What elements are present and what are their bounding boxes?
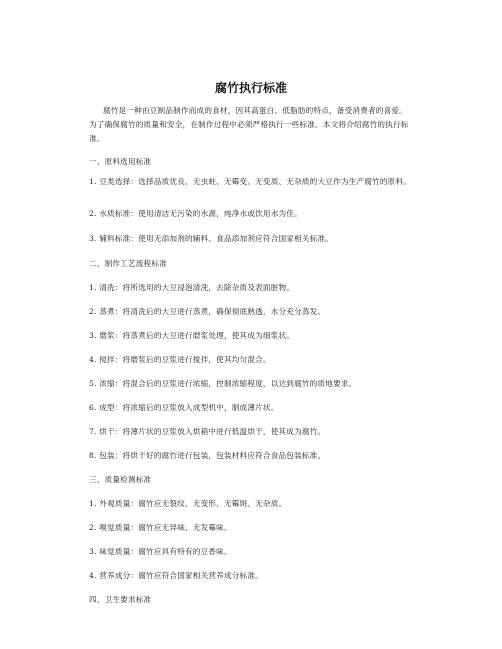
list-item: 2. 蒸煮：将清洗后的大豆进行蒸煮，确保彻底熟透，水分充分蒸发。 [89,307,326,316]
list-item: 5. 浓缩：将混合后的豆浆进行浓缩，控制浓缩程度，以达到腐竹的质地要求。 [89,379,357,388]
document-title: 腐竹执行标准 [214,81,287,95]
list-item: 4. 营养成分：腐竹应符合国家相关营养成分标准。 [89,571,263,580]
list-item: 6. 成型：将浓缩后的豆浆放入成型机中，制成薄片状。 [89,403,279,412]
list-item: 2. 嗅觉质量：腐竹应无异味、无发霉味。 [89,523,232,532]
list-item: 1. 豆类选择：选择品质优良、无虫蛀、无霉变、无变质、无杂质的大豆作为生产腐竹的原料。 [89,177,412,186]
list-item: 2. 水质标准：使用清洁无污染的水源，纯净水或饮用水为佳。 [89,209,302,218]
list-item: 1. 外观质量：腐竹应无裂纹、无变形、无霉斑、无杂质。 [89,499,287,508]
list-item: 8. 包装：将烘干好的腐竹进行包装，包装材料应符合食品包装标准。 [89,451,326,460]
list-item: 7. 烘干：将薄片状的豆浆放入烘箱中进行低温烘干，使其成为腐竹。 [89,427,326,436]
list-item: 4. 搅拌：将磨浆后的豆浆进行搅拌，使其均匀混合。 [89,355,271,364]
intro-paragraph: 腐竹是一种由豆制品制作而成的食材，因其高蛋白、低脂肪的特点，备受消费者的喜爱。为了确保腐竹的质量和安全，在制作过程中必须严格执行一些标准。本文将介绍腐竹的执行标准。 [89,106,409,143]
list-item: 3. 味觉质量：腐竹应具有特有的豆香味。 [89,547,232,556]
list-item: 3. 磨浆：将蒸煮后的大豆进行磨浆处理，使其成为细浆状。 [89,331,295,340]
section-heading-process: 二、制作工艺流程标准 [89,259,167,268]
section-heading-hygiene: 四、卫生要求标准 [89,595,152,604]
list-item: 3. 辅料标准：使用无添加剂的辅料、食品添加剂应符合国家相关标准。 [89,234,334,243]
section-heading-quality: 三、质量检测标准 [89,475,152,484]
list-item: 1. 清洗：将所选用的大豆浸泡清洗，去除杂质及表面脏物。 [89,283,295,292]
section-heading-materials: 一、原料选用标准 [89,157,152,166]
